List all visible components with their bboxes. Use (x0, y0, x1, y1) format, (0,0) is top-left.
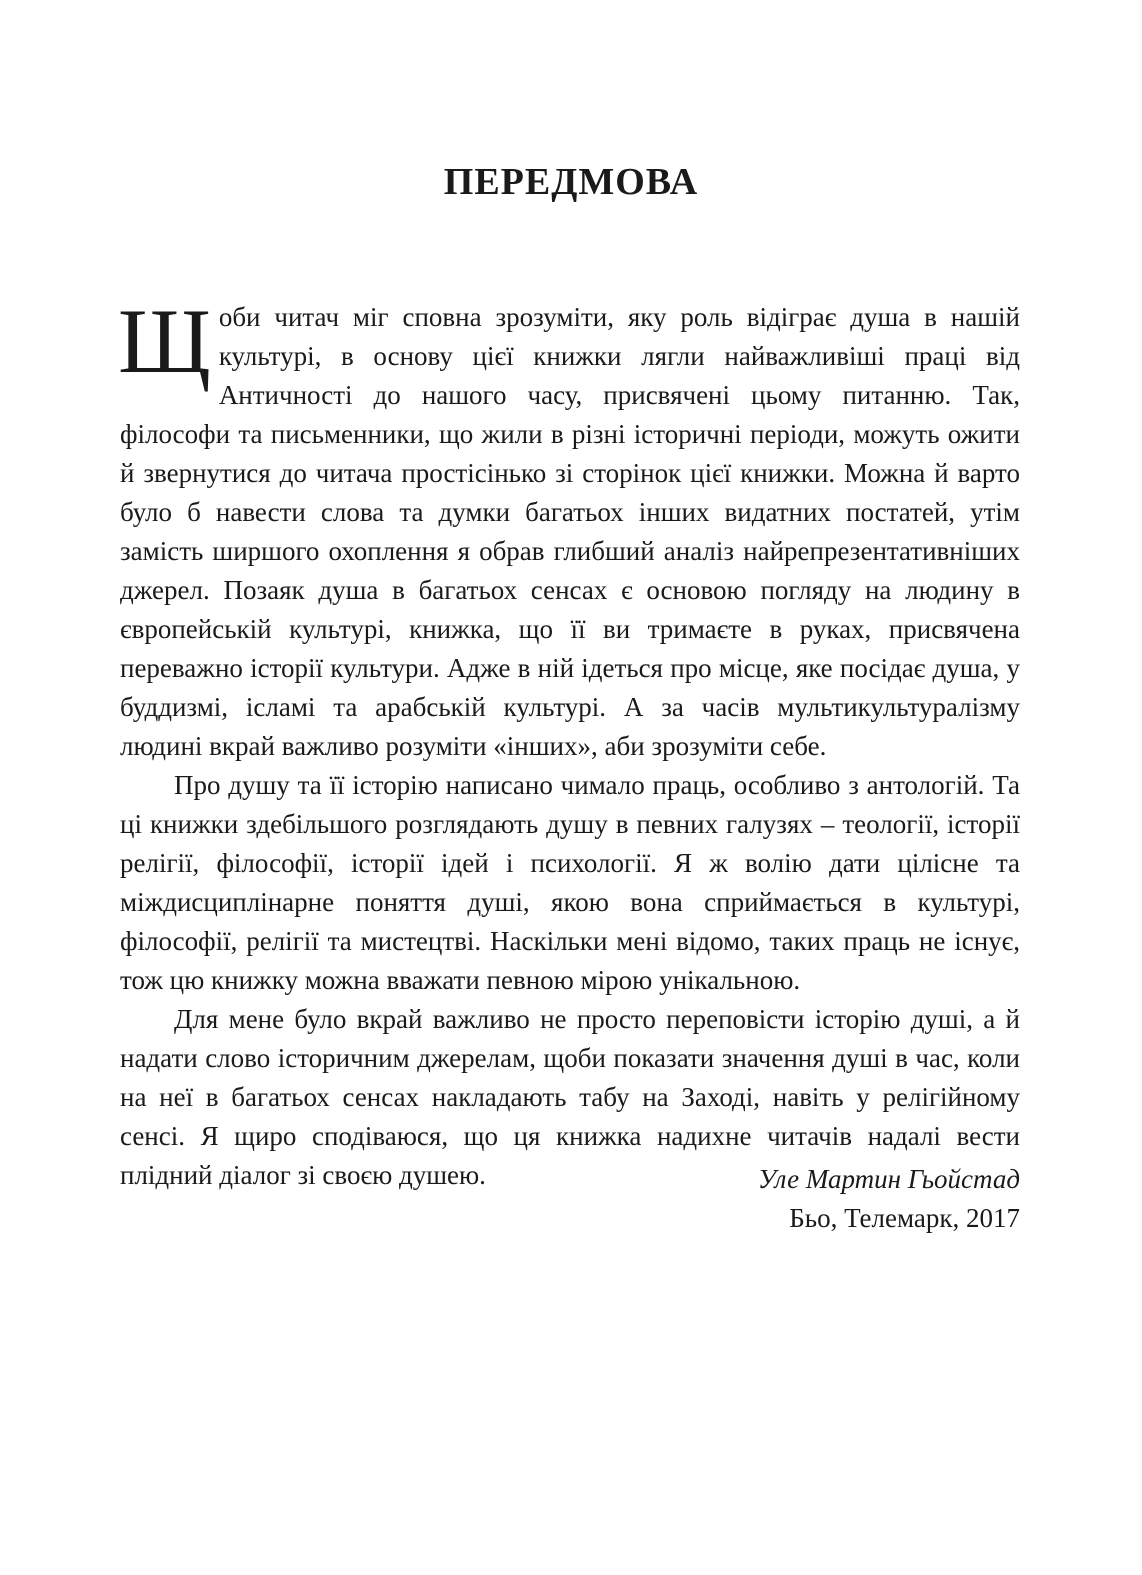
signature-block (758, 1160, 1020, 1238)
paragraph-3: Для мене було вкрай важливо не просто переповісти історію душі, а й надати слово історичним джерелам, щоби показати значення душі в час, коли на неї в багатьох сенсах накладають табу на Заході, навіть у релігійному сенсі. Я щиро сподіваюся, що ця книжка надихне читачів надалі вести плідний діалог зі своєю душею. (120, 1004, 1020, 1190)
author-name: Уле Мартин Гьойстад (757, 1164, 1020, 1194)
paragraph-2: Про душу та її історію написано чимало праць, особливо з антологій. Та ці книжки здебільшого розглядають душу в певних галузях – теології, історії релігії, філософії, історії ідей і психології. Я ж волію дати цілісне та міждисциплінарне поняття душі, якою вона сприймається в культурі, філософії, релігії та мистецтві. Наскільки мені відомо, таких праць не існує, тож цю книжку можна вважати певною мірою унікальною. (120, 770, 1020, 995)
drop-cap: Щ (118, 290, 211, 392)
page-title: ПЕРЕДМОВА (443, 161, 699, 203)
preface-body (118, 290, 1020, 1195)
paragraph-1-text: оби читач міг сповна зрозуміти, яку роль відіграє душа в нашій культурі, в основу цієї книжки лягли найважливіші праці від Античності до нашого часу, присвячені цьому питанню. Так, філософи та письменники, що жили в різні історичні періоди, можуть ожити й звернутися до читача простісінько зі сторінок цієї книжки. Можна й варто було б навести слова та думки багатьох інших видатних постатей, утім замість ширшого охоплення я обрав глибший аналіз найрепрезентативніших джерел. Позаяк душа в багатьох сенсах є основою погляду на людину в європейській культурі, книжка, що її ви тримаєте в руках, присвячена переважно історії культури. Адже в ній ідеться про місце, яке посідає душа, у буддизмі, ісламі та арабській культурі. А за часів мультикультуралізму людині вкрай важливо розуміти «інших», аби зрозуміти себе. (120, 302, 1020, 761)
place-date: Бьо, Телемарк, 2017 (789, 1203, 1020, 1233)
paragraph-1 (118, 290, 1020, 766)
